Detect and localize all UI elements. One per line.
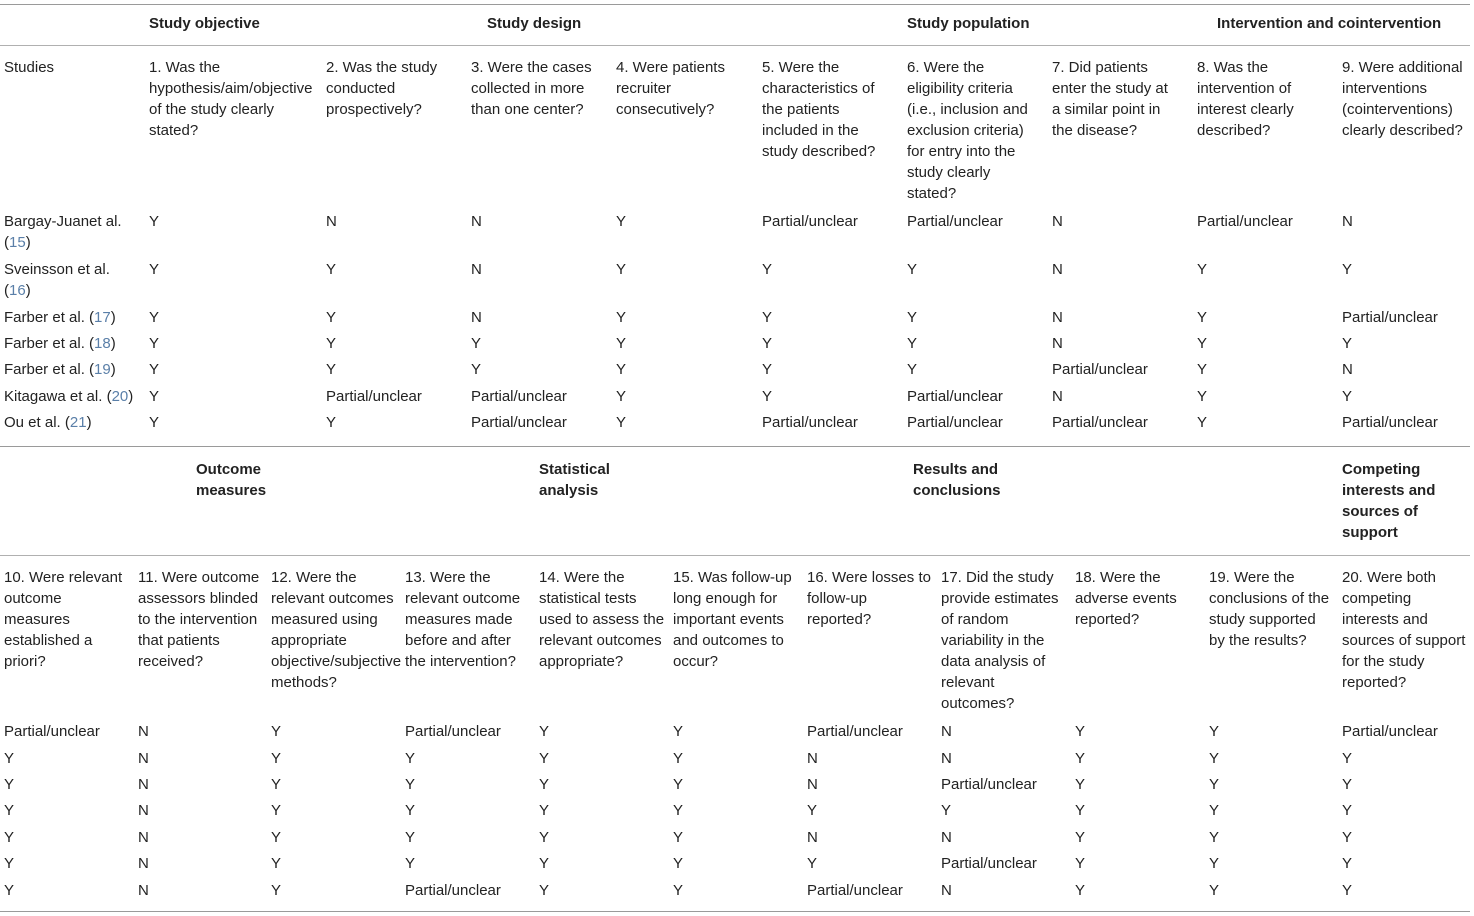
table-cell: N [138,829,149,846]
table-cell: N [1342,213,1353,230]
table-cell: Y [271,776,282,793]
table-cell: Y [1209,776,1220,793]
table-cell: Y [762,335,773,352]
study-name: Ou et al. (21) [4,414,92,431]
table-cell: Y [149,335,160,352]
table-cell: N [138,750,149,767]
table-cell: Y [616,361,627,378]
column-header: 6. Were the eligibility criteria (i.e., inclusion and exclusion criteria) for entry into the study clearly stated? [907,59,1028,202]
group-header: Competing interests and sources of support [1342,461,1436,541]
table-cell: Partial/unclear [405,723,501,740]
table-cell: N [807,750,818,767]
table-cell: Partial/unclear [1052,361,1148,378]
table-cell: Y [1075,802,1086,819]
table-cell: Partial/unclear [762,213,858,230]
table-cell: Y [539,802,550,819]
table-cell: Y [673,829,684,846]
table-cell: Y [471,361,482,378]
table-cell: Y [1197,335,1208,352]
table-cell: Y [539,723,550,740]
table-cell: Y [616,309,627,326]
bottom-border [0,911,1470,912]
table-cell: Partial/unclear [1342,414,1438,431]
table-cell: N [326,213,337,230]
column-header: 10. Were relevant outcome measures established a priori? [4,569,123,670]
table-cell: Partial/unclear [1197,213,1293,230]
table-cell: Y [539,829,550,846]
group-divider [0,45,1470,46]
table-cell: Y [326,261,337,278]
column-header: 4. Were patients recruiter consecutively? [616,59,725,118]
table-cell: Y [1342,388,1353,405]
study-name: Kitagawa et al. (20) [4,388,134,405]
table-cell: Partial/unclear [1342,723,1438,740]
table-cell: N [138,802,149,819]
column-header: 8. Was the intervention of interest clearly described? [1197,59,1294,139]
table-cell: Y [616,388,627,405]
table-cell: Partial/unclear [405,882,501,899]
table-cell: Partial/unclear [762,414,858,431]
table-cell: Y [1197,361,1208,378]
table-cell: Partial/unclear [1052,414,1148,431]
table-cell: Partial/unclear [807,882,903,899]
table-cell: Y [405,750,416,767]
table-cell: Y [673,750,684,767]
table-cell: Y [271,750,282,767]
table-cell: Partial/unclear [907,414,1003,431]
table-cell: Y [405,855,416,872]
table-cell: Partial/unclear [941,776,1037,793]
table-cell: N [138,776,149,793]
table-cell: N [807,776,818,793]
table-cell: Y [1342,829,1353,846]
table-cell: Partial/unclear [907,213,1003,230]
table-cell: Y [326,361,337,378]
table-cell: Y [1209,750,1220,767]
column-header: 13. Were the relevant outcome measures made before and after the intervention? [405,569,521,670]
top-border [0,4,1470,5]
table-cell: Y [1209,829,1220,846]
table-cell: Y [4,855,15,872]
table-cell: Y [405,802,416,819]
table-cell: Y [271,723,282,740]
table-cell: Y [616,261,627,278]
table-cell: Y [907,261,918,278]
table-cell: Y [471,335,482,352]
table-cell: Y [1342,802,1353,819]
table-cell: Y [271,855,282,872]
table-cell: Y [1342,261,1353,278]
table-cell: N [1052,213,1063,230]
column-header: 9. Were additional interventions (cointerventions) clearly described? [1342,59,1463,139]
table-cell: N [471,213,482,230]
table-cell: Y [907,361,918,378]
table-cell: Y [149,361,160,378]
column-header: 11. Were outcome assessors blinded to the intervention that patients received? [138,569,260,670]
table-cell: N [1342,361,1353,378]
table-cell: Y [616,335,627,352]
table-cell: Y [673,723,684,740]
column-header: 14. Were the statistical tests used to assess the relevant outcomes appropriate? [539,569,665,670]
table-cell: Y [1342,855,1353,872]
group-header: Statistical analysis [539,461,610,499]
table-cell: Y [1075,829,1086,846]
table-cell: Y [941,802,952,819]
table-cell: Y [271,829,282,846]
group-header: Study objective [149,15,260,32]
table-cell: Y [326,335,337,352]
table-cell: Y [149,414,160,431]
group-header: Intervention and cointervention [1217,15,1442,32]
table-cell: N [1052,388,1063,405]
table-cell: Y [1342,750,1353,767]
table-cell: Y [1075,855,1086,872]
column-header: 20. Were both competing interests and sources of support for the study reported? [1342,569,1466,691]
column-header: 15. Was follow-up long enough for important events and outcomes to occur? [673,569,792,670]
table-cell: Y [4,750,15,767]
table-cell: N [138,882,149,899]
table-cell: Y [271,802,282,819]
table-cell: N [941,829,952,846]
table-cell: Partial/unclear [326,388,422,405]
table-cell: Y [405,829,416,846]
table-cell: Y [1197,388,1208,405]
table-cell: Y [539,882,550,899]
table-cell: N [941,882,952,899]
table-cell: Partial/unclear [1342,309,1438,326]
table-cell: Partial/unclear [471,388,567,405]
table-cell: Partial/unclear [941,855,1037,872]
table-divider [0,446,1470,447]
group-header: Study population [907,15,1030,32]
table-cell: Y [1075,723,1086,740]
study-name: Farber et al. (19) [4,361,116,378]
column-header: 2. Was the study conducted prospectively? [326,59,438,118]
group-header: Outcome measures [196,461,267,499]
table-cell: Y [616,414,627,431]
table-cell: Y [326,414,337,431]
table-cell: Y [149,388,160,405]
table-cell: Y [1075,750,1086,767]
table-cell: Y [1197,414,1208,431]
table-cell: Y [1197,309,1208,326]
column-header: 18. Were the adverse events reported? [1075,569,1177,628]
table-cell: N [471,309,482,326]
table-cell: Y [1209,882,1220,899]
table-cell: Y [1342,776,1353,793]
column-header: 12. Were the relevant outcomes measured using appropriate objective/subjective methods? [271,569,402,691]
reference-link[interactable]: 19 [94,361,111,378]
study-name: Sveinsson et al. (16) [4,261,110,299]
column-header: 3. Were the cases collected in more than one center? [471,59,592,118]
table-cell: Partial/unclear [4,723,100,740]
reference-link[interactable]: 20 [111,388,129,405]
table-cell: N [941,723,952,740]
table-cell: Y [673,855,684,872]
table-cell: Y [762,361,773,378]
table-cell: N [471,261,482,278]
table-cell: N [1052,309,1063,326]
column-header: 7. Did patients enter the study at a similar point in the disease? [1052,59,1168,139]
table-cell: Y [1342,882,1353,899]
table-cell: Y [149,309,160,326]
table-cell: Y [149,261,160,278]
table-cell: Y [807,855,818,872]
table-cell: Y [762,309,773,326]
table-cell: Y [616,213,627,230]
group-divider [0,555,1470,556]
table-cell: Y [539,776,550,793]
table-cell: Y [149,213,160,230]
table-cell: N [1052,335,1063,352]
study-name: Farber et al. (18) [4,335,116,352]
table-cell: N [138,855,149,872]
table-cell: Partial/unclear [907,388,1003,405]
study-name: Farber et al. (17) [4,309,116,326]
column-header: 19. Were the conclusions of the study supported by the results? [1209,569,1330,649]
table-cell: Y [539,855,550,872]
table-cell: Partial/unclear [471,414,567,431]
table-cell: Y [907,335,918,352]
table-cell: Y [673,776,684,793]
column-header: Studies [4,59,55,76]
table-cell: Y [673,802,684,819]
table-cell: N [807,829,818,846]
table-cell: Partial/unclear [807,723,903,740]
table-cell: Y [673,882,684,899]
table-cell: Y [1209,855,1220,872]
table-cell: Y [4,776,15,793]
table-cell: Y [762,261,773,278]
reference-link[interactable]: 21 [69,414,87,431]
reference-link[interactable]: 15 [9,234,26,251]
table-cell: N [941,750,952,767]
column-header: 1. Was the hypothesis/aim/objective of the study clearly stated? [149,59,313,139]
table-cell: Y [1075,776,1086,793]
column-header: 5. Were the characteristics of the patients included in the study described? [762,59,876,160]
table-cell: N [138,723,149,740]
table-cell: N [1052,261,1063,278]
reference-link[interactable]: 17 [94,309,111,326]
table-cell: Y [1209,723,1220,740]
column-header: 16. Were losses to follow-up reported? [807,569,931,628]
group-header: Study design [487,15,582,32]
table-cell: Y [4,802,15,819]
table-cell: Y [405,776,416,793]
table-cell: Y [539,750,550,767]
table-cell: Y [1209,802,1220,819]
table-cell: Y [907,309,918,326]
table-cell: Y [762,388,773,405]
reference-link[interactable]: 18 [94,335,111,352]
table-cell: Y [271,882,282,899]
table-cell: Y [1075,882,1086,899]
table-cell: Y [326,309,337,326]
table-cell: Y [1342,335,1353,352]
table-cell: Y [4,882,15,899]
table-cell: Y [4,829,15,846]
column-header: 17. Did the study provide estimates of random variability in the data analysis of relevant outcomes? [941,569,1059,712]
reference-link[interactable]: 16 [9,282,26,299]
table-cell: Y [807,802,818,819]
group-header: Results and conclusions [913,461,1001,499]
study-name: Bargay-Juanet al. (15) [4,213,122,251]
table-cell: Y [1197,261,1208,278]
